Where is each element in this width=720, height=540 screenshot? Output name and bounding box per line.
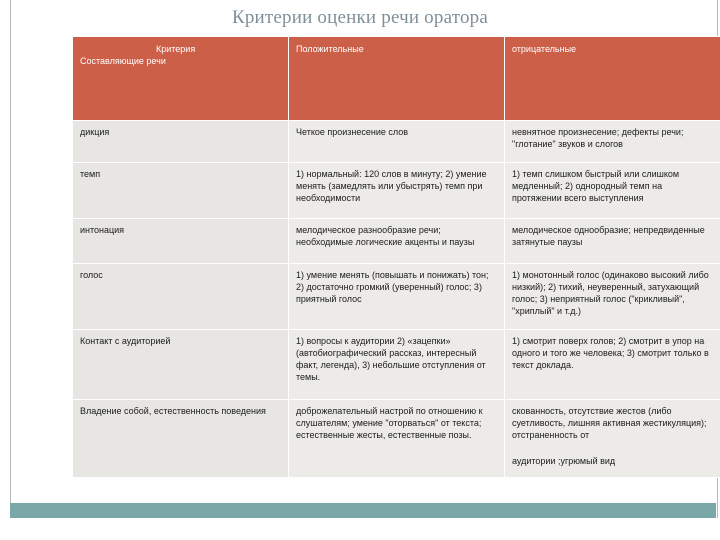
header-negative-label: отрицательные bbox=[512, 44, 577, 54]
positive-cell: доброжелательный настрой по отношению к слушателям; умение "оторваться" от текста; естественные жесты, естественные позы. bbox=[289, 400, 505, 478]
table-row bbox=[73, 264, 720, 330]
criterion-cell: голос bbox=[73, 264, 289, 330]
criterion-cell: интонация bbox=[73, 219, 289, 264]
table-row bbox=[73, 219, 720, 264]
header-criteria-label: Критерия bbox=[156, 44, 196, 54]
negative-text: скованность, отсутствие жестов (либо суетливость, лишняя активная жестикуляция); отстраненность от bbox=[512, 406, 707, 440]
negative-cell: невнятное произнесение; дефекты речи; "глотание" звуков и слогов bbox=[505, 121, 720, 163]
header-criteria-cell bbox=[73, 37, 289, 121]
header-components-label: Составляющие речи bbox=[80, 56, 166, 66]
criterion-cell: темп bbox=[73, 163, 289, 219]
criteria-table bbox=[72, 36, 720, 478]
bottom-accent-bar bbox=[10, 503, 716, 518]
negative-text-continued: аудитории ;угрюмый вид bbox=[512, 456, 616, 466]
header-positive-cell bbox=[289, 37, 505, 121]
negative-cell bbox=[505, 400, 720, 478]
criterion-cell: Владение собой, естественность поведения bbox=[73, 400, 289, 478]
negative-cell: мелодическое однообразие; непредвиденные затянутые паузы bbox=[505, 219, 720, 264]
positive-cell: 1) нормальный: 120 слов в минуту; 2) умение менять (замедлять или убыстрять) темп при необходимости bbox=[289, 163, 505, 219]
table-header-row bbox=[73, 37, 720, 121]
table-row bbox=[73, 163, 720, 219]
header-negative-cell bbox=[505, 37, 720, 121]
positive-cell: 1) вопросы к аудитории 2) «зацепки» (автобиографический рассказ, интересный факт, легенда), 3) небольшие отступления от темы. bbox=[289, 330, 505, 400]
criterion-cell: Контакт с аудиторией bbox=[73, 330, 289, 400]
negative-cell: 1) смотрит поверх голов; 2) смотрит в упор на одного и того же человека; 3) смотрит только в текст доклада. bbox=[505, 330, 720, 400]
header-positive-label: Положительные bbox=[296, 44, 364, 54]
criterion-cell: дикция bbox=[73, 121, 289, 163]
slide-title: Критерии оценки речи оратора bbox=[231, 7, 489, 28]
table-row bbox=[73, 330, 720, 400]
negative-cell: 1) монотонный голос (одинаково высокий либо низкий); 2) тихий, неуверенный, затухающий голос; 3) неприятный голос ("крикливый", "хриплый" и т.д.) bbox=[505, 264, 720, 330]
negative-cell: 1) темп слишком быстрый или слишком медленный; 2) однородный темп на протяжении всего выступления bbox=[505, 163, 720, 219]
table-row bbox=[73, 400, 720, 478]
table-row bbox=[73, 121, 720, 163]
positive-cell: 1) умение менять (повышать и понижать) тон; 2) достаточно громкий (уверенный) голос; 3) приятный голос bbox=[289, 264, 505, 330]
positive-cell: мелодическое разнообразие речи; необходимые логические акценты и паузы bbox=[289, 219, 505, 264]
positive-cell: Четкое произнесение слов bbox=[289, 121, 505, 163]
